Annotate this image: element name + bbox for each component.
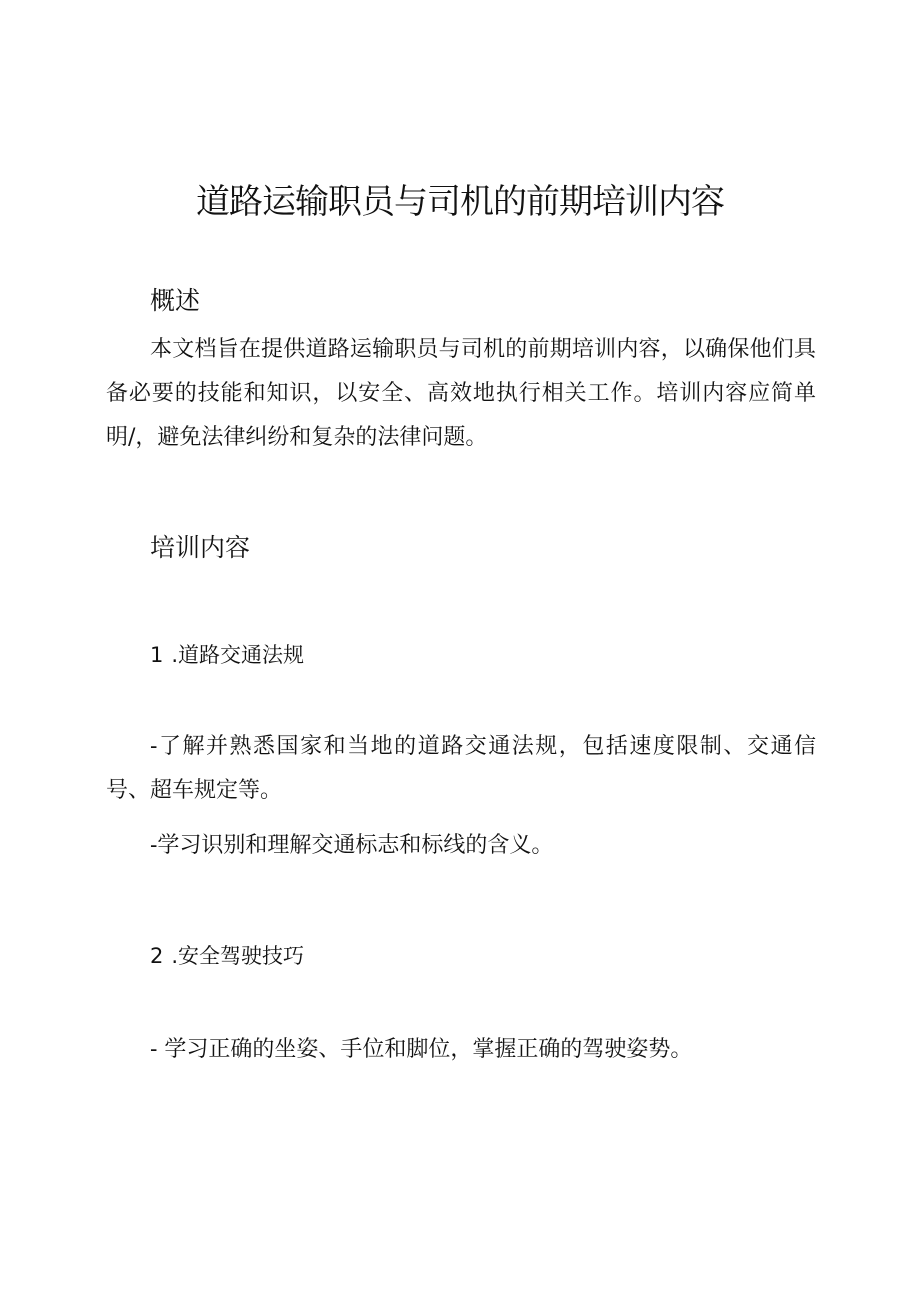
section-1-item-1: -了解并熟悉国家和当地的道路交通法规，包括速度限制、交通信号、超车规定等。 bbox=[106, 734, 816, 803]
section-1-number: 1 bbox=[150, 643, 164, 667]
overview-paragraph: 本文档旨在提供道路运输职员与司机的前期培训内容，以确保他们具备必要的技能和知识，以安全、高效地执行相关工作。培训内容应简单明/，避免法律纠纷和复杂的法律问题。 bbox=[106, 337, 816, 450]
section-1-title: .道路交通法规 bbox=[171, 643, 305, 667]
section-1-heading bbox=[150, 640, 304, 670]
overview-heading: 概述 bbox=[150, 286, 201, 315]
section-2-title: .安全驾驶技巧 bbox=[171, 944, 305, 968]
document-title: 道路运输职员与司机的前期培训内容 bbox=[196, 182, 724, 222]
section-1-item-2: -学习识别和理解交通标志和标线的含义。 bbox=[150, 833, 554, 858]
section-2-number: 2 bbox=[150, 944, 164, 968]
training-heading: 培训内容 bbox=[150, 533, 251, 562]
section-2-heading bbox=[150, 941, 304, 971]
section-2-item-1: - 学习正确的坐姿、手位和脚位，掌握正确的驾驶姿势。 bbox=[150, 1037, 693, 1062]
